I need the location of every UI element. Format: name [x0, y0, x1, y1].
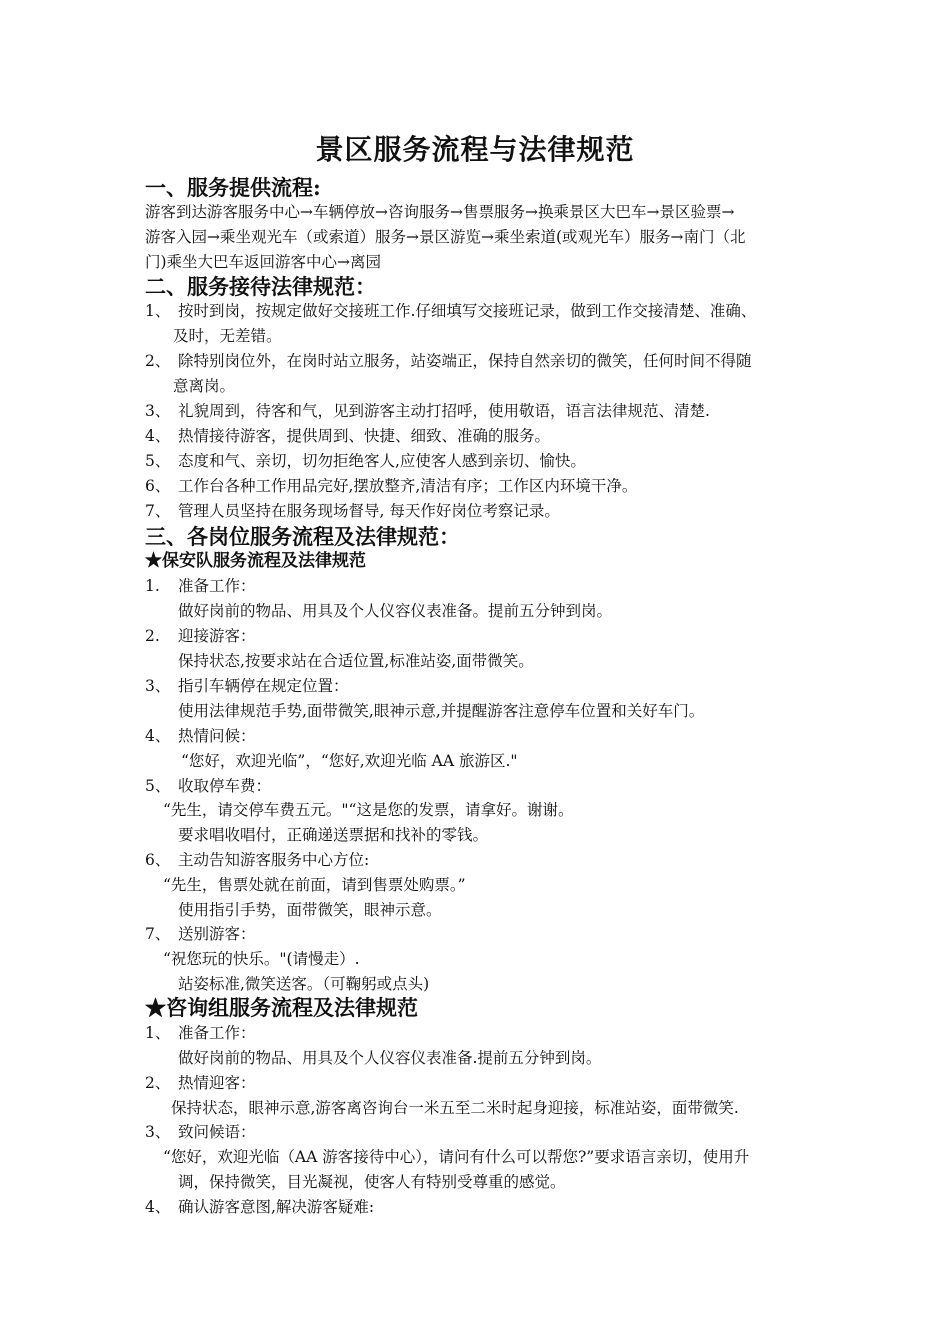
list-item-detail: “您好，欢迎光临（AA 游客接待中心），请问有什么可以帮您?”要求语言亲切，使用升	[163, 1148, 750, 1166]
list-item: 2. 迎接游客：	[145, 627, 256, 645]
section-1-paragraph-line-3: 门)乘坐大巴车返回游客中心→离园	[145, 253, 382, 271]
section-2-heading: 二、服务接待法律规范：	[145, 274, 376, 299]
section-1-paragraph-line-2: 游客入园→乘坐观光车（或索道）服务→景区游览→乘坐索道(或观光车）服务→南门（北	[145, 228, 746, 246]
list-item-detail: “祝您玩的快乐。"(请慢走）.	[163, 950, 360, 968]
list-item-detail: “先生，请交停车费五元。"“这是您的发票，请拿好。谢谢。	[163, 801, 574, 819]
list-item: 1. 准备工作：	[145, 577, 256, 595]
list-item-detail: 使用指引手势，面带微笑，眼神示意。	[178, 901, 442, 919]
list-item-detail: 保持状态，眼神示意,游客离咨询台一米五至二米时起身迎接，标准站姿，面带微笑.	[171, 1099, 739, 1117]
list-item: 6、 主动告知游客服务中心方位:	[145, 851, 370, 869]
list-item-continuation: 意离岗。	[173, 377, 236, 395]
list-item: 3、 指引车辆停在规定位置：	[145, 677, 349, 695]
list-item-detail: “先生，售票处就在前面，请到售票处购票。”	[163, 876, 466, 894]
list-item: 1、 准备工作：	[145, 1024, 256, 1042]
list-item-detail: 做好岗前的物品、用具及个人仪容仪表准备.提前五分钟到岗。	[178, 1049, 602, 1067]
document-title: 景区服务流程与法律规范	[315, 133, 635, 166]
list-item: 3、 礼貌周到，待客和气，见到游客主动打招呼，使用敬语，语言法律规范、清楚.	[145, 402, 710, 420]
list-item: 7、 管理人员坚持在服务现场督导, 每天作好岗位考察记录。	[145, 502, 560, 520]
section-1-heading: 一、服务提供流程:	[145, 175, 321, 200]
list-item-detail: “您好，欢迎光临”，“您好,欢迎光临 AA 旅游区."	[181, 752, 518, 770]
list-item: 3、 致问候语：	[145, 1123, 256, 1141]
list-item: 6、 工作台各种工作用品完好,摆放整齐,清洁有序；工作区内环境干净。	[145, 477, 638, 495]
list-item-detail: 站姿标准,微笑送客。（可鞠躬或点头)	[178, 975, 430, 993]
list-item-detail: 调，保持微笑，目光凝视，使客人有特别受尊重的感觉。	[178, 1173, 566, 1191]
list-item: 4、 热情接待游客，提供周到、快捷、细致、准确的服务。	[145, 427, 551, 445]
section-1-paragraph-line-1: 游客到达游客服务中心→车辆停放→咨询服务→售票服务→换乘景区大巴车→景区验票→	[145, 203, 735, 221]
consult-group-heading: ★咨询组服务流程及法律规范	[145, 995, 418, 1020]
list-item-detail: 使用法律规范手势,面带微笑,眼神示意,并提醒游客注意停车位置和关好车门。	[178, 702, 705, 720]
list-item: 1、 按时到岗，按规定做好交接班工作.仔细填写交接班记录，做到工作交接清楚、准确、	[145, 302, 757, 320]
security-team-heading: ★保安队服务流程及法律规范	[145, 551, 366, 571]
list-item-detail: 做好岗前的物品、用具及个人仪容仪表准备。提前五分钟到岗。	[178, 602, 613, 620]
list-item: 7、 送别游客：	[145, 925, 256, 943]
list-item-continuation: 及时，无差错。	[173, 327, 282, 345]
list-item: 2、 热情迎客：	[145, 1074, 256, 1092]
list-item-detail: 要求唱收唱付，正确递送票据和找补的零钱。	[178, 826, 489, 844]
section-3-heading: 三、各岗位服务流程及法律规范：	[145, 524, 460, 549]
list-item: 4、 热情问候：	[145, 727, 256, 745]
list-item: 5、 收取停车费：	[145, 777, 272, 795]
list-item-detail: 保持状态,按要求站在合适位置,标准站姿,面带微笑。	[178, 652, 534, 670]
list-item: 2、 除特别岗位外，在岗时站立服务，站姿端正，保持自然亲切的微笑，任何时间不得随	[145, 352, 752, 370]
list-item: 4、 确认游客意图,解决游客疑难:	[145, 1198, 375, 1216]
list-item: 5、 态度和气、亲切，切勿拒绝客人,应使客人感到亲切、愉快。	[145, 452, 586, 470]
